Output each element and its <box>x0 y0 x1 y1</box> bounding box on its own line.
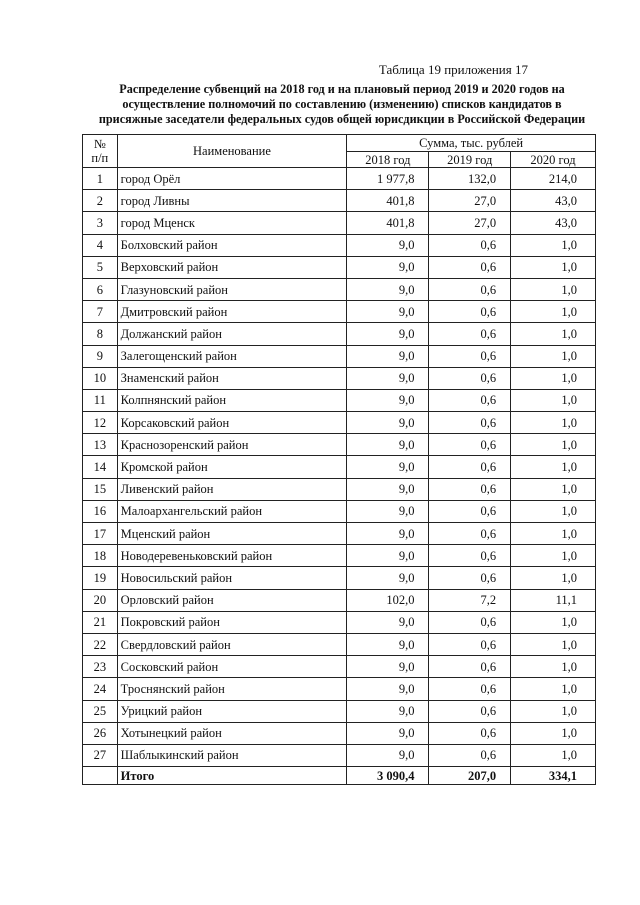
table-row <box>83 500 596 522</box>
row-value-2020: 43,0 <box>511 212 596 234</box>
total-value-2018: 3 090,4 <box>347 767 429 785</box>
row-num: 26 <box>83 722 118 744</box>
row-num: 2 <box>83 190 118 212</box>
total-num <box>83 767 118 785</box>
table-row <box>83 389 596 411</box>
header-num <box>83 135 118 168</box>
row-value-2019: 7,2 <box>429 589 511 611</box>
row-name: Орловский район <box>117 589 347 611</box>
row-value-2018: 9,0 <box>347 367 429 389</box>
table-row <box>83 722 596 744</box>
table-row <box>83 523 596 545</box>
row-value-2018: 9,0 <box>347 567 429 589</box>
row-num: 7 <box>83 301 118 323</box>
row-value-2020: 1,0 <box>511 412 596 434</box>
header-year-2020: 2020 год <box>511 152 596 168</box>
row-value-2020: 1,0 <box>511 700 596 722</box>
row-num: 27 <box>83 744 118 766</box>
row-value-2020: 1,0 <box>511 633 596 655</box>
row-name: Корсаковский район <box>117 412 347 434</box>
row-value-2018: 9,0 <box>347 301 429 323</box>
row-num: 17 <box>83 523 118 545</box>
table-row <box>83 256 596 278</box>
row-value-2019: 0,6 <box>429 567 511 589</box>
row-name: Новосильский район <box>117 567 347 589</box>
row-value-2019: 0,6 <box>429 367 511 389</box>
row-name: Покровский район <box>117 611 347 633</box>
row-value-2018: 9,0 <box>347 278 429 300</box>
row-name: Болховский район <box>117 234 347 256</box>
row-value-2018: 9,0 <box>347 611 429 633</box>
row-value-2019: 0,6 <box>429 744 511 766</box>
row-num: 24 <box>83 678 118 700</box>
title-line: осуществление полномочий по составлению (изменению) списков кандидатов в <box>122 97 562 111</box>
row-num: 6 <box>83 278 118 300</box>
table-row <box>83 478 596 500</box>
row-value-2020: 1,0 <box>511 678 596 700</box>
row-value-2019: 0,6 <box>429 278 511 300</box>
row-value-2019: 132,0 <box>429 168 511 190</box>
row-name: Глазуновский район <box>117 278 347 300</box>
table-row <box>83 633 596 655</box>
row-name: Свердловский район <box>117 633 347 655</box>
row-num: 19 <box>83 567 118 589</box>
row-num: 3 <box>83 212 118 234</box>
header-year-2019: 2019 год <box>429 152 511 168</box>
table-row <box>83 323 596 345</box>
row-value-2020: 1,0 <box>511 656 596 678</box>
row-value-2020: 1,0 <box>511 545 596 567</box>
row-num: 4 <box>83 234 118 256</box>
row-name: Хотынецкий район <box>117 722 347 744</box>
row-value-2018: 9,0 <box>347 722 429 744</box>
header-year-2018: 2018 год <box>347 152 429 168</box>
row-num: 11 <box>83 389 118 411</box>
row-name: город Мценск <box>117 212 347 234</box>
row-num: 20 <box>83 589 118 611</box>
row-name: город Ливны <box>117 190 347 212</box>
header-row <box>83 135 596 152</box>
row-value-2020: 1,0 <box>511 278 596 300</box>
table-row <box>83 744 596 766</box>
row-num: 12 <box>83 412 118 434</box>
row-num: 21 <box>83 611 118 633</box>
row-value-2018: 9,0 <box>347 523 429 545</box>
row-name: Урицкий район <box>117 700 347 722</box>
total-label: Итого <box>117 767 347 785</box>
row-name: Ливенский район <box>117 478 347 500</box>
row-value-2020: 1,0 <box>511 389 596 411</box>
row-value-2019: 27,0 <box>429 212 511 234</box>
row-num: 1 <box>83 168 118 190</box>
table-row <box>83 434 596 456</box>
table-row <box>83 678 596 700</box>
table-row <box>83 234 596 256</box>
row-value-2019: 0,6 <box>429 345 511 367</box>
row-value-2018: 9,0 <box>347 545 429 567</box>
row-name: Верховский район <box>117 256 347 278</box>
row-value-2018: 9,0 <box>347 700 429 722</box>
row-value-2020: 214,0 <box>511 168 596 190</box>
row-value-2020: 1,0 <box>511 567 596 589</box>
row-num: 15 <box>83 478 118 500</box>
row-value-2020: 1,0 <box>511 256 596 278</box>
row-name: Новодеревеньковский район <box>117 545 347 567</box>
row-value-2019: 0,6 <box>429 456 511 478</box>
table-row <box>83 611 596 633</box>
total-value-2019: 207,0 <box>429 767 511 785</box>
row-value-2020: 1,0 <box>511 345 596 367</box>
row-value-2020: 1,0 <box>511 611 596 633</box>
header-name: Наименование <box>117 135 347 168</box>
title-line: Распределение субвенций на 2018 год и на плановый период 2019 и 2020 годов на <box>119 82 565 96</box>
row-value-2018: 9,0 <box>347 234 429 256</box>
total-value-2020: 334,1 <box>511 767 596 785</box>
row-value-2018: 401,8 <box>347 190 429 212</box>
document-title <box>84 82 600 127</box>
row-value-2019: 0,6 <box>429 478 511 500</box>
row-value-2018: 9,0 <box>347 633 429 655</box>
row-name: Сосковский район <box>117 656 347 678</box>
table-row <box>83 545 596 567</box>
row-value-2019: 0,6 <box>429 700 511 722</box>
table-row <box>83 412 596 434</box>
row-name: Краснозоренский район <box>117 434 347 456</box>
row-num: 8 <box>83 323 118 345</box>
row-name: Знаменский район <box>117 367 347 389</box>
row-name: Должанский район <box>117 323 347 345</box>
row-value-2018: 9,0 <box>347 456 429 478</box>
row-value-2018: 9,0 <box>347 744 429 766</box>
row-num: 9 <box>83 345 118 367</box>
row-value-2019: 0,6 <box>429 545 511 567</box>
row-name: Залегощенский район <box>117 345 347 367</box>
row-name: Троснянский район <box>117 678 347 700</box>
row-value-2018: 401,8 <box>347 212 429 234</box>
row-name: Шаблыкинский район <box>117 744 347 766</box>
row-value-2018: 9,0 <box>347 656 429 678</box>
row-value-2019: 0,6 <box>429 256 511 278</box>
table-row <box>83 456 596 478</box>
row-num: 16 <box>83 500 118 522</box>
row-value-2018: 9,0 <box>347 345 429 367</box>
row-value-2020: 11,1 <box>511 589 596 611</box>
table-row <box>83 168 596 190</box>
table-row <box>83 589 596 611</box>
header-sum: Сумма, тыс. рублей <box>347 135 596 152</box>
row-value-2019: 0,6 <box>429 523 511 545</box>
row-value-2018: 9,0 <box>347 500 429 522</box>
row-value-2020: 1,0 <box>511 478 596 500</box>
row-num: 23 <box>83 656 118 678</box>
table-row <box>83 345 596 367</box>
row-value-2019: 0,6 <box>429 234 511 256</box>
table-row <box>83 278 596 300</box>
row-value-2019: 0,6 <box>429 301 511 323</box>
row-value-2019: 0,6 <box>429 678 511 700</box>
row-value-2020: 1,0 <box>511 301 596 323</box>
row-value-2019: 0,6 <box>429 323 511 345</box>
title-line: присяжные заседатели федеральных судов общей юрисдикции в Российской Федерации <box>98 112 586 126</box>
row-value-2018: 9,0 <box>347 412 429 434</box>
row-value-2020: 1,0 <box>511 523 596 545</box>
row-num: 25 <box>83 700 118 722</box>
row-value-2019: 0,6 <box>429 656 511 678</box>
table-reference: Таблица 19 приложения 17 <box>378 62 528 77</box>
row-num: 18 <box>83 545 118 567</box>
row-value-2020: 1,0 <box>511 323 596 345</box>
table-row <box>83 367 596 389</box>
row-value-2019: 0,6 <box>429 611 511 633</box>
row-value-2019: 0,6 <box>429 500 511 522</box>
total-row <box>83 767 596 785</box>
subsidy-table <box>82 134 596 785</box>
row-value-2019: 0,6 <box>429 434 511 456</box>
row-value-2019: 0,6 <box>429 722 511 744</box>
row-value-2020: 1,0 <box>511 367 596 389</box>
row-value-2019: 27,0 <box>429 190 511 212</box>
row-value-2018: 9,0 <box>347 323 429 345</box>
row-value-2018: 9,0 <box>347 478 429 500</box>
row-value-2018: 1 977,8 <box>347 168 429 190</box>
row-num: 5 <box>83 256 118 278</box>
row-value-2019: 0,6 <box>429 389 511 411</box>
row-num: 22 <box>83 633 118 655</box>
row-num: 14 <box>83 456 118 478</box>
row-value-2018: 9,0 <box>347 678 429 700</box>
row-value-2020: 1,0 <box>511 500 596 522</box>
row-name: Дмитровский район <box>117 301 347 323</box>
table-row <box>83 656 596 678</box>
row-value-2019: 0,6 <box>429 412 511 434</box>
row-name: Малоархангельский район <box>117 500 347 522</box>
row-name: Мценский район <box>117 523 347 545</box>
row-name: Колпнянский район <box>117 389 347 411</box>
row-value-2018: 9,0 <box>347 389 429 411</box>
table-row <box>83 700 596 722</box>
row-value-2020: 1,0 <box>511 744 596 766</box>
header-num-line2: п/п <box>91 151 109 165</box>
table-body <box>83 168 596 785</box>
row-value-2019: 0,6 <box>429 633 511 655</box>
table-row <box>83 190 596 212</box>
row-num: 13 <box>83 434 118 456</box>
row-value-2020: 1,0 <box>511 434 596 456</box>
row-value-2020: 1,0 <box>511 234 596 256</box>
row-name: город Орёл <box>117 168 347 190</box>
row-value-2020: 43,0 <box>511 190 596 212</box>
header-num-line1: № <box>93 137 106 151</box>
table-row <box>83 212 596 234</box>
row-name: Кромской район <box>117 456 347 478</box>
table-row <box>83 301 596 323</box>
row-value-2020: 1,0 <box>511 722 596 744</box>
table-row <box>83 567 596 589</box>
row-value-2020: 1,0 <box>511 456 596 478</box>
row-num: 10 <box>83 367 118 389</box>
row-value-2018: 9,0 <box>347 434 429 456</box>
row-value-2018: 9,0 <box>347 256 429 278</box>
row-value-2018: 102,0 <box>347 589 429 611</box>
